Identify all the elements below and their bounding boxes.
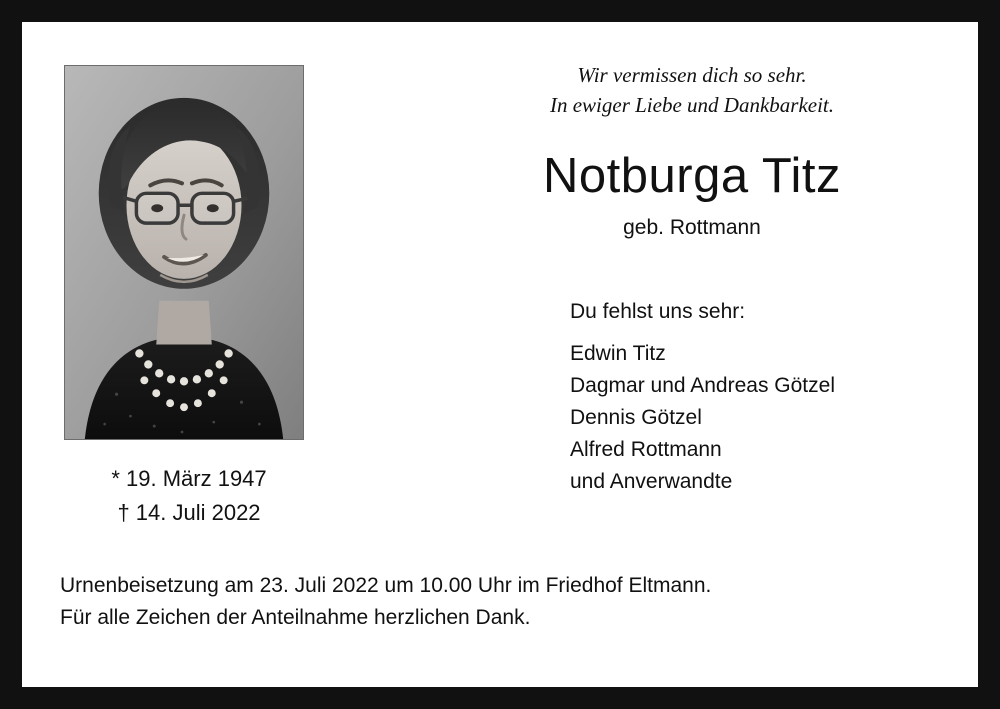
epitaph <box>472 60 912 120</box>
family-member: Dagmar und Andreas Götzel <box>570 374 835 397</box>
portrait-photo <box>64 65 304 440</box>
death-date: † 14. Juli 2022 <box>117 500 261 525</box>
funeral-details <box>60 570 711 634</box>
family-lead: Du fehlst uns sehr: <box>570 300 746 323</box>
portrait-frame <box>64 65 304 440</box>
card-inner <box>22 22 978 687</box>
funeral-line-1: Urnenbeisetzung am 23. Juli 2022 um 10.00 Uhr im Friedhof Eltmann. <box>60 574 712 597</box>
funeral-line-2: Für alle Zeichen der Anteilnahme herzlichen Dank. <box>60 606 531 629</box>
family-member: und Anverwandte <box>570 470 733 493</box>
epitaph-line-1: Wir vermissen dich so sehr. <box>577 63 807 87</box>
family-member: Alfred Rottmann <box>570 438 722 461</box>
family-member: Edwin Titz <box>570 342 666 365</box>
family-member: Dennis Götzel <box>570 406 702 429</box>
text-column <box>452 60 972 498</box>
deceased-name: Notburga Titz <box>543 149 841 203</box>
birth-date: * 19. März 1947 <box>111 466 267 491</box>
maiden-name: geb. Rottmann <box>623 216 761 239</box>
epitaph-line-2: In ewiger Liebe und Dankbarkeit. <box>549 93 835 117</box>
family-list <box>570 296 972 498</box>
portrait-illustration <box>65 66 303 439</box>
life-dates <box>64 462 314 530</box>
